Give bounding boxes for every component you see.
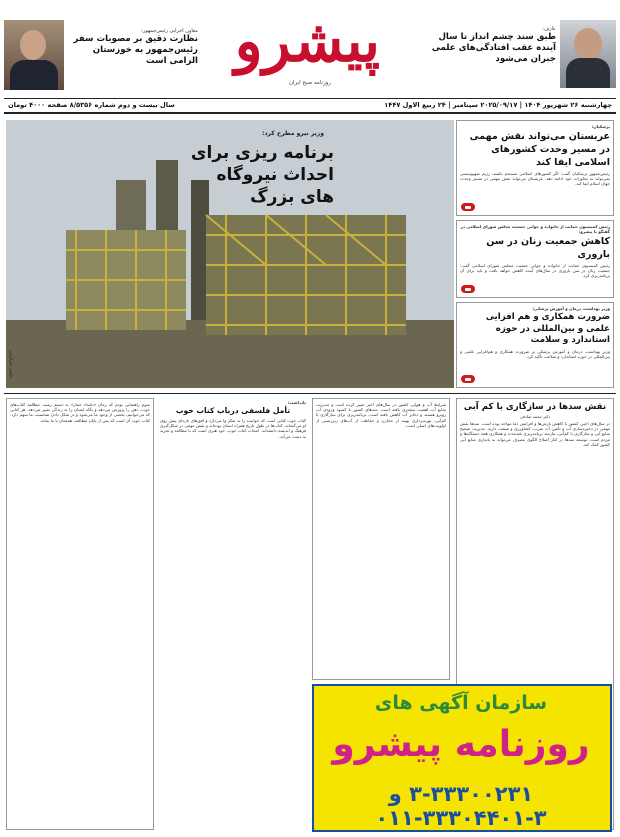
article-column[interactable] [6, 398, 154, 830]
article-middle-body: شرایط آب و هوایی کشور در سال‌های اخیر تغییر کرده است و مدیریت منابع آب اهمیت بیشتری یافته است. سدهای کشور با کمبود ورودی آب روبرو هستند و ذخایر آب کاهش یافته است. برنامه‌ریزی برای سازگاری با کم‌آبی، بهره‌برداری بهینه از مخازن و حفاظت از آب‌های زیرزمینی از اولویت‌های اصلی است. [316, 402, 446, 428]
section-divider [4, 393, 616, 394]
top-left-headline[interactable]: نظارت دقیق بر مصوبات سفر رئیس‌جمهور به خوزستان الزامی است [73, 34, 198, 66]
power-plant-photo [6, 120, 454, 388]
top-right-kicker: عارف: [542, 26, 556, 32]
sidebar-headline-2[interactable]: کاهش جمعیت زنان در سن باروری [486, 236, 610, 260]
photo-credit: عکس: خبرگزاری [9, 350, 14, 379]
portrait-photo-left [4, 20, 64, 90]
sidebar-headline-3[interactable]: ضرورت همکاری و هم افزایی علمی و بین‌المللی در حوزه استاندارد و سلامت [485, 312, 610, 345]
date-line: چهارشنبه ۲۶ شهریور ۱۴۰۴ | ۲۰۲۵/۰۹/۱۷ سپتامبر | ۲۴ ربیع الاول ۱۴۴۷ [384, 101, 612, 109]
article-dams-author: دکتر محمد صادقی [519, 414, 551, 419]
sidebar-kicker-3: وزیر بهداشت، درمان و آموزش پزشکی: [532, 306, 610, 311]
logo-tagline: روزنامه صبح ایران [288, 80, 332, 86]
sidebar-body-1: رئیس‌جمهور پزشکیان گفت: اگر کشورهای اسلامی منسجم باشند، رژیم صهیونیستی نمی‌تواند به تجاوزات خود ادامه دهد. عربستان می‌تواند نقش مهمی در مسیر وحدت جهان اسلام ایفا کند. [460, 171, 610, 187]
sidebar-item-1[interactable] [456, 120, 614, 216]
article-middle [312, 398, 450, 680]
article-dams-body: در سال‌های اخیر، کشور با کاهش بارش‌ها و افزایش دما مواجه بوده است. سدها نقش مهمی در ذخیره‌سازی آب و تأمین آب شرب، کشاورزی و صنعت دارند. مدیریت صحیح منابع آبی و سازگاری با کم‌آبی، نیازمند برنامه‌ریزی بلندمدت و همکاری همه دستگاه‌ها و مردم است. توسعه سدها در کنار اصلاح الگوی مصرف می‌تواند به پایداری منابع آبی کشور کمک کند. [460, 421, 610, 447]
lead-headline[interactable]: برنامه ریزی برای احداث نیروگاه های بزرگ [190, 143, 334, 207]
lead-kicker: وزیر نیرو مطرح کرد: [262, 130, 324, 137]
sidebar-kicker-2: رئیس کمیسیون حمایت از خانواده و جوانی جمعیت مجلس شورای اسلامی در گفتگو با پیشرو: [460, 224, 610, 234]
portrait-photo-right [560, 20, 616, 88]
top-right-story[interactable] [426, 26, 556, 65]
newspaper-logo [234, 2, 380, 94]
sidebar-body-3: وزیر بهداشت، درمان و آموزش پزشکی بر ضرورت همکاری و هم‌افزایی علمی و بین‌المللی در حوزه استاندارد و سلامت تأکید کرد. [460, 348, 610, 359]
sidebar-item-3[interactable] [456, 302, 614, 388]
logo-text: پیشرو [234, 7, 380, 75]
ad-title: سازمان آگهی های [374, 692, 548, 714]
ad-brand: روزنامه پیشرو [332, 724, 590, 765]
newspaper-logo-icon [461, 203, 475, 211]
newspaper-logo-icon [461, 285, 475, 293]
ad-box[interactable] [312, 684, 612, 832]
masthead-rule-top [4, 98, 616, 99]
sidebar-item-2[interactable] [456, 220, 614, 298]
issue-line: سال بیست و دوم شماره ۸/۵۳۵۶ صفحه ۴۰۰۰ تومان [8, 101, 175, 109]
article-book-label: یادداشت: [287, 400, 306, 405]
sidebar-headline-1[interactable]: عربستان می‌تواند نقش مهمی در مسیر وحدت کشورهای اسلامی ایفا کند [469, 131, 610, 168]
newspaper-logo-icon [461, 375, 475, 383]
sidebar [456, 120, 614, 388]
article-book[interactable] [158, 398, 308, 830]
article-column-body: سوم راهنمایی بودم که رمان «بامداد خمار» به دستم رسید. مطالعه کتاب‌های خوب، ذهن را پرورش می‌دهد و نگاه انسان را به زندگی تغییر می‌دهد. هر کتابی که می‌خوانیم، بخشی از وجود ما می‌شود و در شکل دادن شخصیت ما سهم دارد. کتاب خوب آن است که پس از پایان مطالعه، همچنان با ما بماند. [10, 402, 150, 423]
masthead-rule-bottom [4, 112, 616, 114]
article-book-headline[interactable]: تأمل فلسفی درباب کتاب خوب [175, 406, 291, 415]
ad-phone: ۳-۳۳۳۰۰۲۳۱ و ۳-۳۳۳۰۴۴۰۱-۰۱۱ [375, 782, 547, 830]
sidebar-kicker-1: پزشکیان: [591, 124, 610, 129]
masthead [0, 0, 620, 116]
sidebar-body-2: رئیس کمیسیون حمایت از خانواده و جوانی جمعیت مجلس شورای اسلامی گفت: جمعیت زنان در سن باروری در سال‌های آینده کاهش خواهد یافت و باید برای آن برنامه‌ریزی کرد. [460, 263, 610, 279]
article-book-body: کتاب خوب کتابی است که خواننده را به تفکر وا می‌دارد و افق‌های تازه‌ای پیش روی او می‌گشاید. کتاب‌ها در طول تاریخ همراه انسان بوده‌اند و نقش مهمی در شکل‌گیری فرهنگ و اندیشه داشته‌اند. انتخاب کتاب خوب، خود هنری است که با مطالعه و تجربه به دست می‌آید. [160, 418, 306, 439]
top-left-kicker: معاون اجرایی رئیس‌جمهور: [141, 28, 198, 34]
article-dams-headline[interactable]: نقش سدها در سازگاری با کم آبی [463, 402, 607, 412]
top-left-story[interactable] [68, 28, 198, 67]
top-right-headline[interactable]: طبق سند چشم انداز تا سال آینده عقب افتادگی‌های علمی جبران می‌شود [431, 32, 556, 64]
